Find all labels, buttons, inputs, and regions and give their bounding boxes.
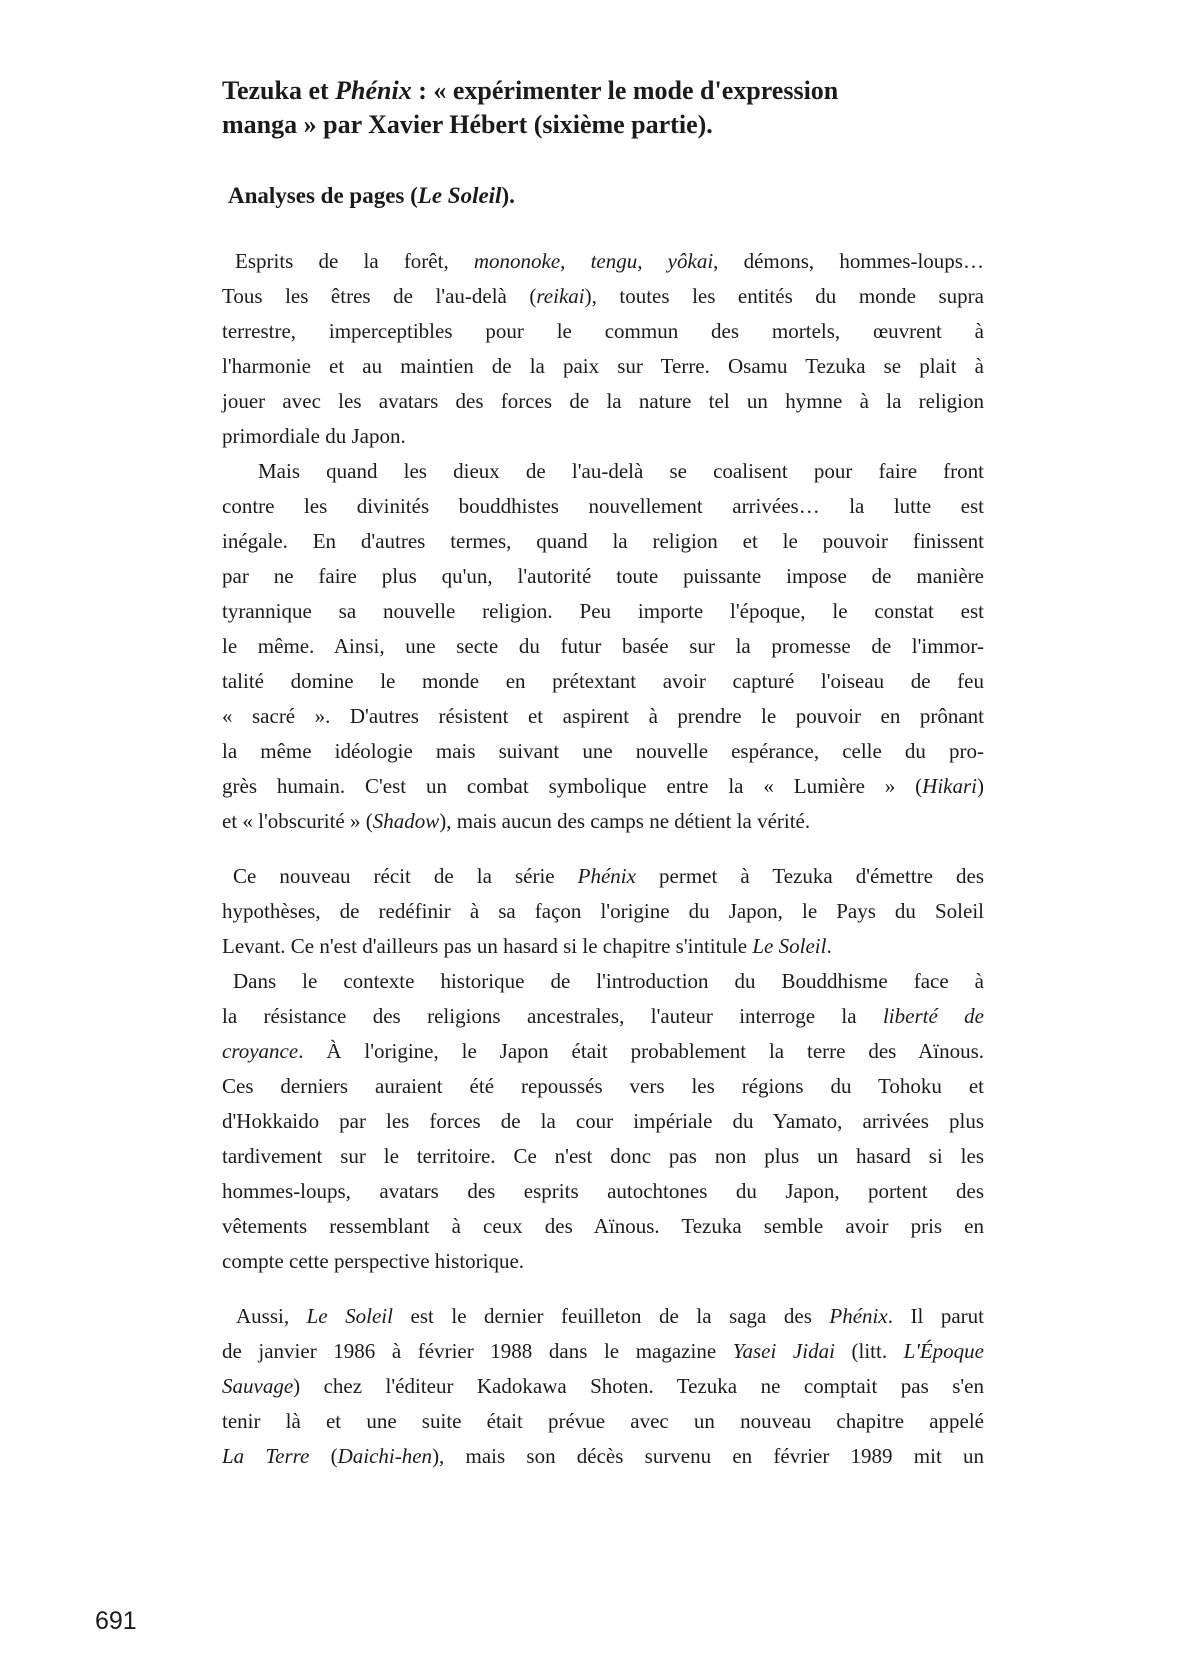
text-run: tenir là et une suite était prévue avec un nouveau chapitre appelé xyxy=(222,1409,984,1433)
text-line xyxy=(222,1299,984,1334)
text-line xyxy=(222,929,984,964)
section-heading xyxy=(222,181,984,211)
text-run: de janvier 1986 à février 1988 dans le magazine xyxy=(222,1339,733,1363)
text-run: et « l'obscurité » ( xyxy=(222,809,373,833)
text-run: Tezuka et xyxy=(222,76,336,105)
italic-text: Le Soleil xyxy=(752,934,827,958)
page-number: 691 xyxy=(95,1607,137,1635)
text-line xyxy=(222,1069,984,1104)
text-line xyxy=(222,314,984,349)
text-line xyxy=(222,1104,984,1139)
text-run: inégale. En d'autres termes, quand la religion et le pouvoir finissent xyxy=(222,529,984,553)
text-line xyxy=(222,524,984,559)
text-line xyxy=(222,894,984,929)
text-run: ), mais aucun des camps ne détient la vérité. xyxy=(439,809,811,833)
text-line xyxy=(222,1439,984,1474)
italic-text: liberté de xyxy=(882,1004,984,1028)
text-run: par ne faire plus qu'un, l'autorité toute puissante impose de manière xyxy=(222,564,984,588)
text-line xyxy=(222,964,984,999)
text-run: Ce nouveau récit de la série xyxy=(233,864,578,888)
text-run: Analyses de pages ( xyxy=(228,183,418,208)
text-run: hypothèses, de redéfinir à sa façon l'origine du Japon, le Pays du Soleil xyxy=(222,899,984,923)
text-line xyxy=(222,244,984,279)
text-run: Levant. Ce n'est d'ailleurs pas un hasard si le chapitre s'intitule xyxy=(222,934,753,958)
text-line xyxy=(222,1404,984,1439)
text-run: ) xyxy=(977,774,984,798)
text-run: . xyxy=(826,934,832,958)
text-run: vêtements ressemblant à ceux des Aïnous. Tezuka semble avoir pris en xyxy=(222,1214,984,1238)
text-line xyxy=(222,999,984,1034)
italic-text: Daichi-hen xyxy=(337,1444,433,1468)
text-run: tyrannique sa nouvelle religion. Peu importe l'époque, le constat est xyxy=(222,599,984,623)
text-run: Dans le contexte historique de l'introduction du Bouddhisme face à xyxy=(233,969,984,993)
text-line xyxy=(222,699,984,734)
title-line xyxy=(222,74,984,108)
italic-text: Le Soleil xyxy=(417,183,502,208)
text-run: Ces derniers auraient été repoussés vers les régions du Tohoku et xyxy=(222,1074,984,1098)
paragraph xyxy=(222,454,984,839)
text-line xyxy=(222,1244,984,1279)
text-run: Esprits de la forêt, xyxy=(235,249,474,273)
italic-text: mononoke, tengu, yôkai xyxy=(473,249,714,273)
text-run: , démons, hommes-loups… xyxy=(713,249,984,273)
text-run: Mais quand les dieux de l'au-delà se coalisent pour faire front xyxy=(258,459,984,483)
text-run: (litt. xyxy=(834,1339,904,1363)
text-run: contre les divinités bouddhistes nouvellement arrivées… la lutte est xyxy=(222,494,984,518)
paragraph xyxy=(222,859,984,964)
text-run: hommes-loups, avatars des esprits autochtones du Japon, portent des xyxy=(222,1179,984,1203)
text-line xyxy=(222,279,984,314)
text-run: talité domine le monde en prétextant avoir capturé l'oiseau de feu xyxy=(222,669,984,693)
text-run: . À l'origine, le Japon était probablement la terre des Aïnous. xyxy=(298,1039,984,1063)
text-run: ). xyxy=(501,183,515,208)
text-run: « sacré ». D'autres résistent et aspirent à prendre le pouvoir en prônant xyxy=(222,704,984,728)
text-run: d'Hokkaido par les forces de la cour impériale du Yamato, arrivées plus xyxy=(222,1109,984,1133)
text-line xyxy=(222,594,984,629)
text-line xyxy=(222,859,984,894)
text-run: : « expérimenter le mode d'expression xyxy=(411,76,839,105)
text-run: jouer avec les avatars des forces de la nature tel un hymne à la religion xyxy=(222,389,984,413)
text-run: Tous les êtres de l'au-delà ( xyxy=(222,284,537,308)
text-line xyxy=(222,1139,984,1174)
title-line xyxy=(222,108,984,142)
text-line xyxy=(222,1034,984,1069)
text-run: . Il parut xyxy=(887,1304,984,1328)
text-run: terrestre, imperceptibles pour le commun des mortels, œuvrent à xyxy=(222,319,984,343)
text-run: permet à Tezuka d'émettre des xyxy=(635,864,984,888)
italic-text: reikai xyxy=(536,284,585,308)
text-run: le même. Ainsi, une secte du futur basée sur la promesse de l'immor- xyxy=(222,634,984,658)
text-run: tardivement sur le territoire. Ce n'est donc pas non plus un hasard si les xyxy=(222,1144,984,1168)
text-line xyxy=(222,664,984,699)
text-run: compte cette perspective historique. xyxy=(222,1249,525,1273)
italic-text: Sauvage xyxy=(222,1374,294,1398)
text-run: grès humain. C'est un combat symbolique entre la « Lumière » ( xyxy=(222,774,923,798)
document-title xyxy=(222,74,984,142)
paragraph xyxy=(222,244,984,454)
text-run: ( xyxy=(309,1444,338,1468)
italic-text: Le Soleil xyxy=(306,1304,393,1328)
text-run: est le dernier feuilleton de la saga des xyxy=(392,1304,830,1328)
text-run: Aussi, xyxy=(236,1304,307,1328)
text-run: ) chez l'éditeur Kadokawa Shoten. Tezuka ne comptait pas s'en xyxy=(293,1374,984,1398)
text-line xyxy=(222,734,984,769)
italic-text: Shadow xyxy=(372,809,440,833)
text-run: primordiale du Japon. xyxy=(222,424,406,448)
text-line xyxy=(222,384,984,419)
text-body xyxy=(222,244,984,1474)
text-run: la résistance des religions ancestrales, l'auteur interroge la xyxy=(222,1004,883,1028)
text-line xyxy=(222,454,984,489)
text-line xyxy=(222,349,984,384)
text-run: l'harmonie et au maintien de la paix sur Terre. Osamu Tezuka se plait à xyxy=(222,354,984,378)
text-line xyxy=(222,804,984,839)
italic-text: La Terre xyxy=(222,1444,310,1468)
italic-text: Yasei Jidai xyxy=(732,1339,835,1363)
text-line xyxy=(222,629,984,664)
text-line xyxy=(222,1209,984,1244)
text-line xyxy=(222,559,984,594)
italic-text: croyance xyxy=(222,1039,299,1063)
italic-text: Hikari xyxy=(922,774,977,798)
text-run: ), toutes les entités du monde supra xyxy=(584,284,984,308)
text-line xyxy=(222,489,984,524)
text-line xyxy=(222,1174,984,1209)
text-run: ), mais son décès survenu en février 1989 mit un xyxy=(432,1444,984,1468)
paragraph xyxy=(222,1299,984,1474)
text-run: manga » par Xavier Hébert (sixième partie). xyxy=(222,110,713,139)
text-line xyxy=(222,419,984,454)
italic-text: L'Époque xyxy=(903,1339,984,1363)
text-line xyxy=(222,1334,984,1369)
paragraph xyxy=(222,964,984,1279)
text-line xyxy=(222,769,984,804)
text-run: la même idéologie mais suivant une nouvelle espérance, celle du pro- xyxy=(222,739,984,763)
italic-text: Phénix xyxy=(335,76,412,105)
italic-text: Phénix xyxy=(577,864,636,888)
text-line xyxy=(222,1369,984,1404)
italic-text: Phénix xyxy=(829,1304,888,1328)
